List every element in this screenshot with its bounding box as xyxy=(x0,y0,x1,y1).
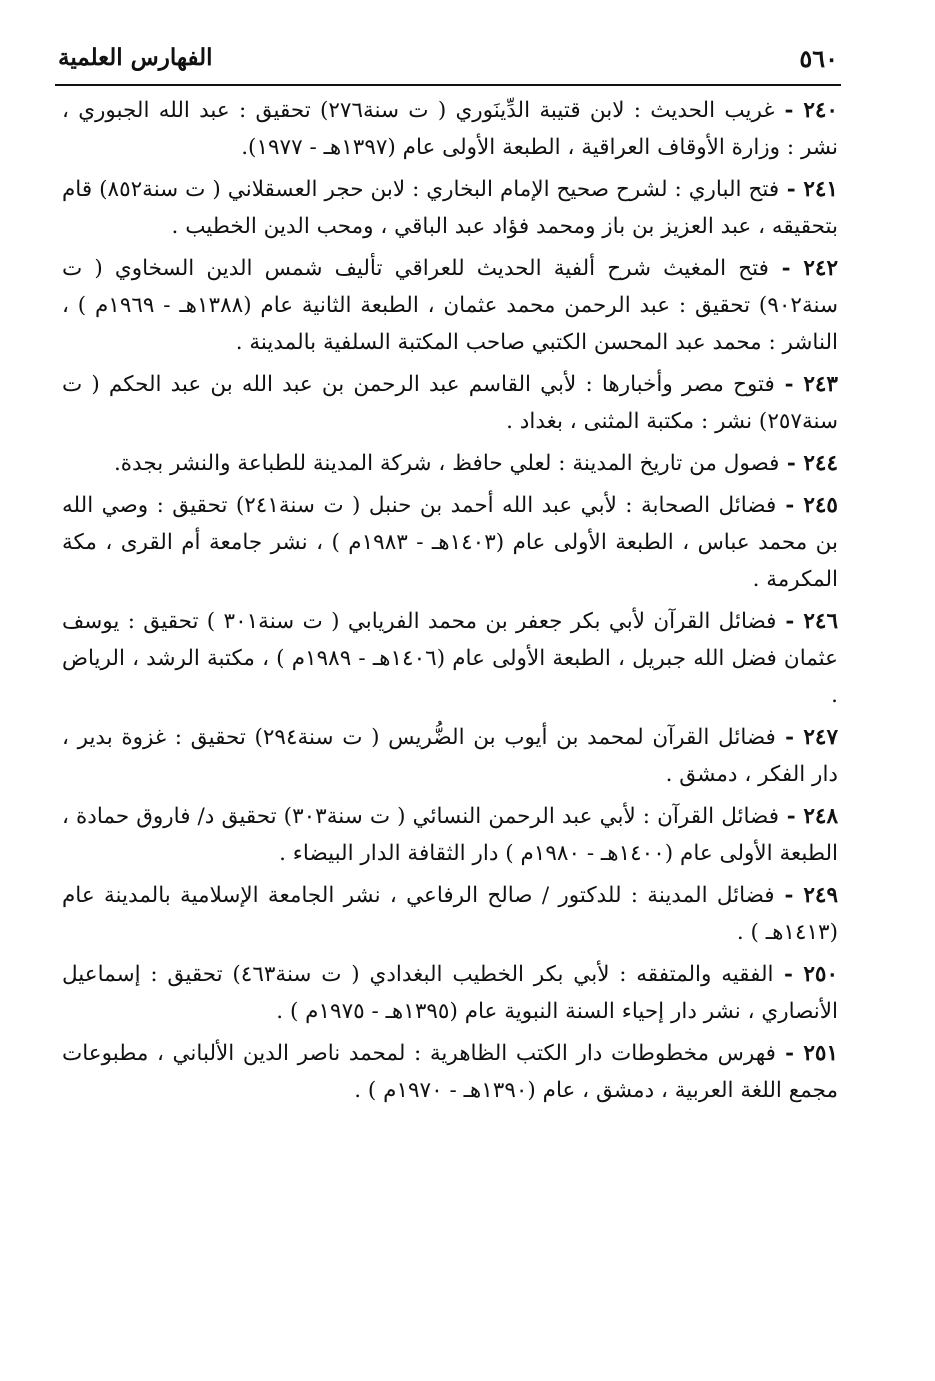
bibliography-entry xyxy=(62,798,838,872)
entry-number: ٢٤٨ xyxy=(803,804,839,829)
entry-text: فصول من تاريخ المدينة : لعلي حافظ ، شركة المدينة للطباعة والنشر بجدة. xyxy=(113,451,780,476)
entry-dash: - xyxy=(774,883,804,908)
entry-text: فضائل المدينة : للدكتور / صالح الرفاعي ، نشر الجامعة الإسلامية بالمدينة عام (١٤١٣هـ ) . xyxy=(62,883,838,945)
entry-text: فتح الباري : لشرح صحيح الإمام البخاري : لابن حجر العسقلاني ( ت سنة٨٥٢) قام بتحقيقه ، عبد العزيز بن باز ومحمد فؤاد عبد الباقي ، ومحب الدين الخطيب . xyxy=(62,177,838,239)
bibliography-entry xyxy=(62,1035,838,1109)
entry-number: ٢٤٤ xyxy=(803,451,838,476)
entry-number: ٢٤٧ xyxy=(803,725,838,750)
entry-number: ٢٥١ xyxy=(803,1041,838,1066)
entry-dash: - xyxy=(774,372,804,397)
entry-dash: - xyxy=(775,1041,804,1066)
entry-dash: - xyxy=(779,177,804,202)
entry-text: فهرس مخطوطات دار الكتب الظاهرية : لمحمد ناصر الدين الألباني ، مطبوعات مجمع اللغة العربية ، دمشق ، عام (١٣٩٠هـ - ١٩٧٠م ) . xyxy=(62,1041,838,1103)
header-rule xyxy=(55,84,841,86)
entry-dash: - xyxy=(779,451,804,476)
entry-text: غريب الحديث : لابن قتيبة الدِّينَوري ( ت سنة٢٧٦) تحقيق : عبد الله الجبوري ، نشر : وزارة الأوقاف العراقية ، الطبعة الأولى عام (١٣٩٧هـ - ١٩٧٧). xyxy=(62,98,838,160)
bibliography-entry xyxy=(62,171,838,245)
bibliography-entry xyxy=(62,445,838,482)
entry-dash: - xyxy=(774,98,804,123)
entry-number: ٢٤٠ xyxy=(803,98,838,123)
entry-number: ٢٥٠ xyxy=(803,962,839,987)
entry-text: فضائل القرآن لمحمد بن أيوب بن الضُّريس ( ت سنة٢٩٤) تحقيق : غزوة بدير ، دار الفكر ، دمشق . xyxy=(62,725,838,787)
page-header-title: الفهارس العلمية xyxy=(58,44,213,71)
entry-dash: - xyxy=(778,804,804,829)
entry-dash: - xyxy=(773,962,804,987)
bibliography-entry xyxy=(62,719,838,793)
bibliography-entry xyxy=(62,487,838,598)
page-number: ٥٦٠ xyxy=(799,44,838,73)
entry-number: ٢٤١ xyxy=(803,177,838,202)
bibliography-entry xyxy=(62,956,838,1030)
entry-dash: - xyxy=(776,609,804,634)
entry-number: ٢٤٢ xyxy=(803,256,838,281)
entry-number: ٢٤٥ xyxy=(803,493,838,518)
entry-text: فضائل الصحابة : لأبي عبد الله أحمد بن حنبل ( ت سنة٢٤١) تحقيق : وصي الله بن محمد عباس ، الطبعة الأولى عام (١٤٠٣هـ - ١٩٨٣م ) ، نشر جامعة أم القرى ، مكة المكرمة . xyxy=(62,493,838,592)
entry-number: ٢٤٩ xyxy=(803,883,838,908)
entry-text: فضائل القرآن لأبي بكر جعفر بن محمد الفريابي ( ت سنة٣٠١ ) تحقيق : يوسف عثمان فضل الله جبريل ، الطبعة الأولى عام (١٤٠٦هـ - ١٩٨٩م ) ، مكتبة الرشد ، الرياض . xyxy=(62,609,838,708)
entry-number: ٢٤٦ xyxy=(803,609,838,634)
entry-number: ٢٤٣ xyxy=(803,372,838,397)
bibliography-entry xyxy=(62,92,838,166)
entry-text: فضائل القرآن : لأبي عبد الرحمن النسائي ( ت سنة٣٠٣) تحقيق د/ فاروق حمادة ، الطبعة الأولى عام (١٤٠٠هـ - ١٩٨٠م ) دار الثقافة الدار البيضاء . xyxy=(62,804,838,866)
entry-dash: - xyxy=(775,725,804,750)
bibliography-entry xyxy=(62,250,838,361)
entry-text: فتح المغيث شرح ألفية الحديث للعراقي تأليف شمس الدين السخاوي ( ت سنة٩٠٢) تحقيق : عبد الرحمن محمد عثمان ، الطبعة الثانية عام (١٣٨٨هـ - ١٩٦٩م ) ، الناشر : محمد عبد المحسن الكتبي صاحب المكتبة السلفية بالمدينة . xyxy=(62,256,838,355)
bibliography-list xyxy=(62,92,838,1114)
bibliography-entry xyxy=(62,603,838,714)
bibliography-entry xyxy=(62,877,838,951)
running-head xyxy=(58,40,838,84)
entry-text: فتوح مصر وأخبارها : لأبي القاسم عبد الرحمن بن عبد الله بن عبد الحكم ( ت سنة٢٥٧) نشر : مكتبة المثنى ، بغداد . xyxy=(62,372,838,434)
bibliography-entry xyxy=(62,366,838,440)
entry-dash: - xyxy=(776,493,804,518)
entry-text: الفقيه والمتفقه : لأبي بكر الخطيب البغدادي ( ت سنة٤٦٣) تحقيق : إسماعيل الأنصاري ، نشر دار إحياء السنة النبوية عام (١٣٩٥هـ - ١٩٧٥م ) . xyxy=(62,962,838,1024)
entry-dash: - xyxy=(768,256,804,281)
